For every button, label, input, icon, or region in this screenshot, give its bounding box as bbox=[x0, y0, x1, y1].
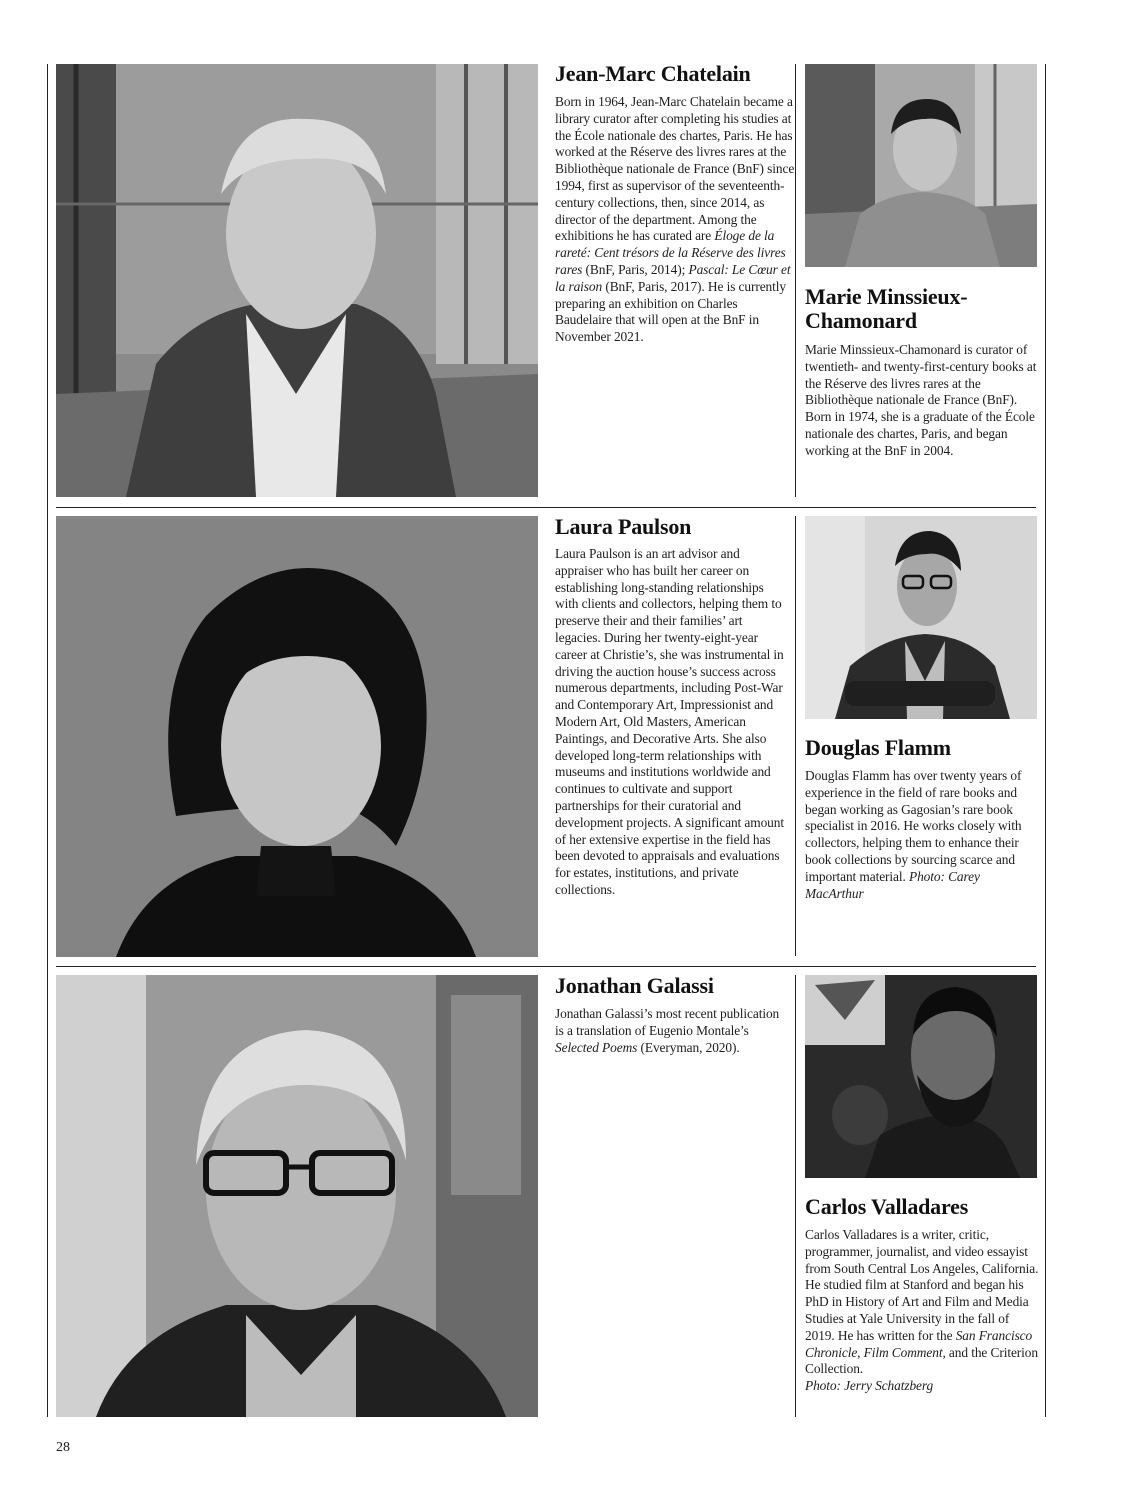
portrait-carlos-valladares bbox=[805, 975, 1037, 1178]
bio-text: , bbox=[857, 1344, 864, 1360]
bio-text: , and the Criterion Collection. bbox=[805, 1344, 1038, 1377]
page-number: 28 bbox=[56, 1440, 70, 1455]
photo-credit: Photo: Carey MacArthur bbox=[805, 868, 980, 901]
name-jonathan-galassi: Jonathan Galassi bbox=[555, 973, 714, 998]
row-divider-2 bbox=[56, 966, 1036, 967]
portrait-laura-paulson bbox=[56, 516, 538, 957]
left-margin-rule bbox=[47, 64, 48, 1417]
bio-jonathan-galassi bbox=[555, 1006, 790, 1056]
column-rule-row2 bbox=[795, 516, 796, 956]
portrait-jean-marc-chatelain bbox=[56, 64, 538, 497]
publication-title: Film Comment bbox=[863, 1344, 943, 1360]
portrait-douglas-flamm bbox=[805, 516, 1037, 719]
exhibition-title: Éloge de la rareté: Cent trésors de la Réserve des livres rares bbox=[555, 228, 786, 277]
bio-jean-marc-chatelain bbox=[555, 94, 795, 346]
column-rule-row3 bbox=[795, 975, 796, 1417]
bio-text: Carlos Valladares is a writer, critic, programmer, journalist, and video essayist from South Central Los Angeles, California. He studied film at Stanford and began his PhD in History of Art and Film and Media Studies at Yale University in the fall of 2019. He has written for the bbox=[805, 1227, 1039, 1343]
name-line-1: Marie Minssieux- bbox=[805, 284, 968, 309]
portrait-marie-minssieux-chamonard bbox=[805, 64, 1037, 267]
name-carlos-valladares: Carlos Valladares bbox=[805, 1194, 969, 1219]
bio-text: (BnF, Paris, 2017). He is currently preparing an exhibition on Charles Baudelaire that will open at the BnF in November 2021. bbox=[555, 278, 786, 345]
name-jean-marc-chatelain: Jean-Marc Chatelain bbox=[555, 61, 751, 86]
portrait-jonathan-galassi bbox=[56, 975, 538, 1417]
bio-text: Douglas Flamm has over twenty years of experience in the field of rare books and began working as Gagosian’s rare book specialist in 2016. He works closely with collectors, helping them to enhance their book collections by sourcing scarce and important material. bbox=[805, 768, 1022, 884]
name-douglas-flamm: Douglas Flamm bbox=[805, 735, 951, 760]
name-marie-minssieux-chamonard bbox=[805, 285, 967, 333]
right-margin-rule bbox=[1045, 64, 1046, 1417]
exhibition-title: Pascal: Le Cœur et la raison bbox=[555, 261, 791, 294]
bio-text: (BnF, Paris, 2014); bbox=[582, 261, 689, 277]
name-laura-paulson: Laura Paulson bbox=[555, 514, 692, 539]
publication-title: San Francisco Chronicle bbox=[805, 1327, 1033, 1360]
bio-laura-paulson: Laura Paulson is an art advisor and appraiser who has built her career on establishing long-standing relationships with clients and collectors, helping them to preserve their and their families’ art legacies. During her twenty-eight-year career at Christie’s, she was instrumental in driving the auction house’s success across numerous departments, including Post-War and Contemporary Art, Impressionist and Modern Art, Old Masters, American Paintings, and Decorative Arts. She also developed long-term relationships with museums and institutions worldwide and continues to cultivate and support partnerships for their curatorial and development projects. A significant amount of her extensive expertise in the field has been devoted to appraisals and evaluations for estates, institutions, and private collections. bbox=[555, 546, 784, 897]
photo-credit: Photo: Jerry Schatzberg bbox=[805, 1378, 934, 1394]
column-rule-row1 bbox=[795, 64, 796, 497]
bio-text: Born in 1964, Jean-Marc Chatelain became a library curator after completing his studies at the École nationale des chartes, Paris. He has worked at the Réserve des livres rares at the Bibliothèque nationale de France (BnF) since 1994, first as supervisor of the seventeenth-century collections, then, since 2014, as director of the department. Among the exhibitions he has curated are bbox=[555, 94, 795, 244]
book-title: Selected Poems bbox=[555, 1039, 638, 1055]
bio-carlos-valladares bbox=[805, 1227, 1041, 1395]
bio-text: Jonathan Galassi’s most recent publication is a translation of Eugenio Montale’s bbox=[555, 1006, 780, 1038]
row-divider-1 bbox=[56, 507, 1036, 508]
bio-marie-minssieux-chamonard: Marie Minssieux-Chamonard is curator of twentieth- and twenty-first-century books at the Réserve des livres rares at the Bibliothèque nationale de France (BnF). Born in 1974, she is a graduate of the École nationale des chartes, Paris, and began working at the BnF in 2004. bbox=[805, 342, 1037, 458]
bio-text: (Everyman, 2020). bbox=[637, 1039, 740, 1055]
name-line-2: Chamonard bbox=[805, 308, 917, 333]
bio-douglas-flamm bbox=[805, 768, 1041, 902]
